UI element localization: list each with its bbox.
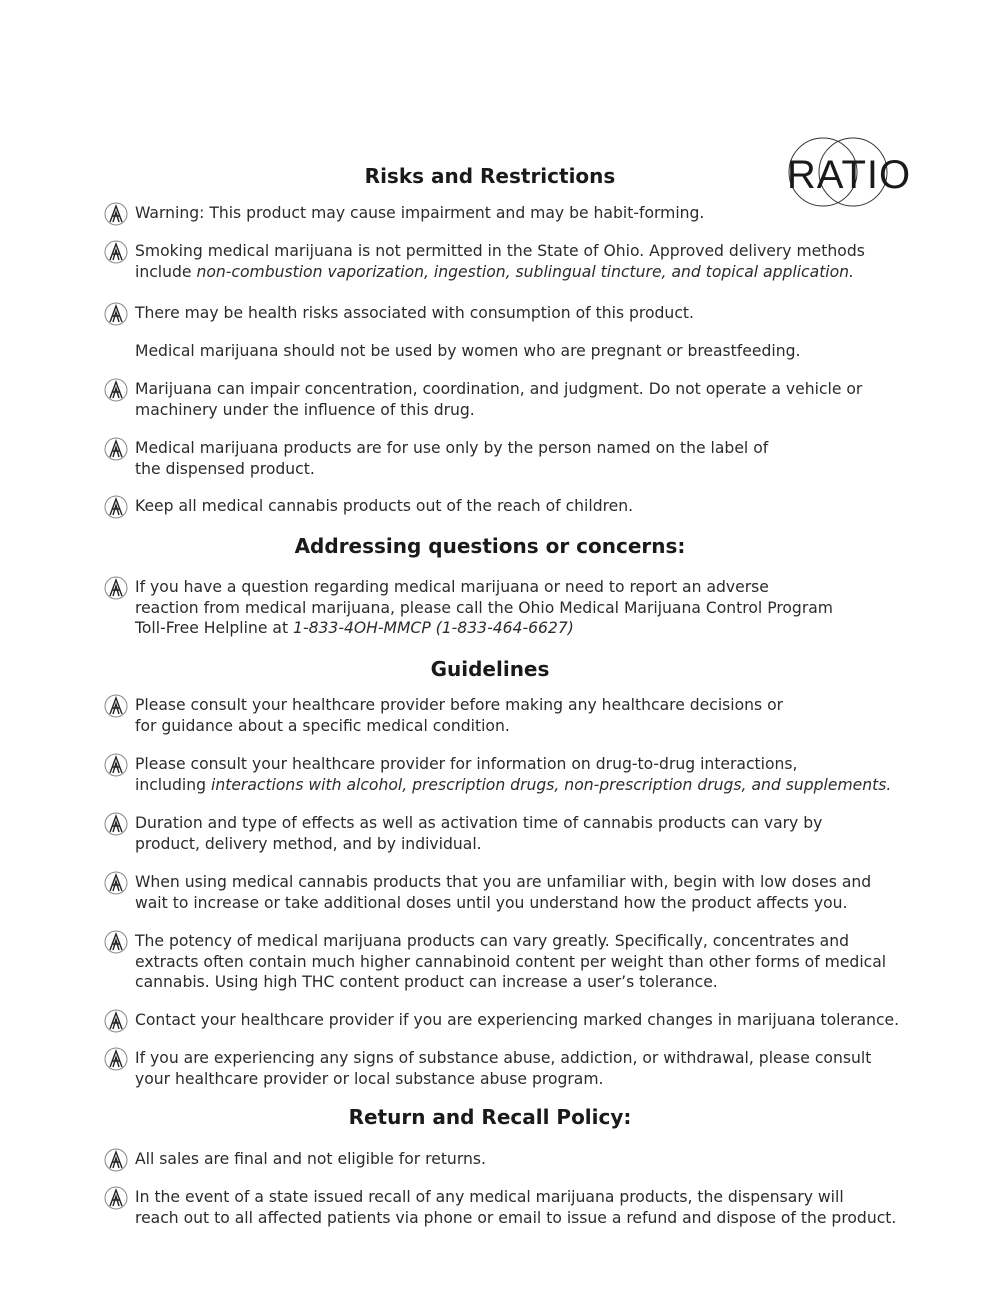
ratio-bullet-icon (103, 436, 129, 462)
list-item (103, 379, 903, 420)
ratio-bullet-icon (103, 811, 129, 837)
list-item (103, 695, 903, 736)
list-item (103, 1149, 903, 1170)
list-item (103, 203, 903, 224)
ratio-bullet-icon (103, 301, 129, 327)
list-item (103, 754, 903, 795)
list-item (103, 438, 903, 479)
ratio-bullet-icon (103, 752, 129, 778)
list-item (103, 341, 903, 362)
list-item (103, 577, 903, 639)
item-text: Warning: This product may cause impairment and may be habit-forming. (135, 204, 705, 222)
ratio-bullet-icon (103, 201, 129, 227)
item-text: Please consult your healthcare provider for information on drug-to-drug interactions, including interactions with alcohol, prescription drugs, non-prescription drugs, and supplements. (135, 755, 892, 794)
item-text: When using medical cannabis products that you are unfamiliar with, begin with low doses and wait to increase or take additional doses until you understand how the product affects you. (135, 873, 872, 912)
ratio-bullet-icon (103, 1008, 129, 1034)
item-text: The potency of medical marijuana products can vary greatly. Specifically, concentrates and extracts often contain much higher cannabinoid content per weight than other forms of medical cannabis. Using high THC content product can increase a user’s tolerance. (135, 932, 887, 991)
item-text: Medical marijuana should not be used by women who are pregnant or breastfeeding. (135, 342, 801, 360)
ratio-bullet-icon (103, 929, 129, 955)
item-text: Marijuana can impair concentration, coordination, and judgment. Do not operate a vehicle or machinery under the influence of this drug. (135, 380, 863, 419)
item-text: There may be health risks associated with consumption of this product. (135, 304, 694, 322)
svg-text:RATIO: RATIO (786, 153, 912, 197)
ratio-bullet-icon (103, 494, 129, 520)
item-text: Medical marijuana products are for use only by the person named on the label of the dispensed product. (135, 439, 769, 478)
item-text: Contact your healthcare provider if you are experiencing marked changes in marijuana tolerance. (135, 1011, 900, 1029)
list-item (103, 496, 903, 517)
section-heading-guidelines: Guidelines (430, 657, 550, 681)
item-text: Smoking medical marijuana is not permitted in the State of Ohio. Approved delivery methods include non-combustion vaporization, ingestion, sublingual tincture, and topical application. (135, 242, 865, 281)
list-item (103, 1010, 903, 1031)
list-item (103, 931, 903, 993)
ratio-bullet-icon (103, 870, 129, 896)
item-text: Please consult your healthcare provider before making any healthcare decisions or for guidance about a specific medical condition. (135, 696, 784, 735)
item-text: In the event of a state issued recall of any medical marijuana products, the dispensary will reach out to all affected patients via phone or email to issue a refund and dispose of the product. (135, 1188, 897, 1227)
list-item (103, 872, 903, 913)
section-heading-risks: Risks and Restrictions (364, 164, 616, 188)
item-text: All sales are final and not eligible for returns. (135, 1150, 486, 1168)
ratio-bullet-icon (103, 1185, 129, 1211)
list-item (103, 813, 903, 854)
list-item (103, 241, 903, 282)
ratio-bullet-icon (103, 1147, 129, 1173)
item-text: Duration and type of effects as well as activation time of cannabis products can vary by product, delivery method, and by individual. (135, 814, 823, 853)
section-heading-return-policy: Return and Recall Policy: (348, 1105, 632, 1129)
ratio-bullet-icon (103, 377, 129, 403)
list-item (103, 1048, 903, 1089)
ratio-bullet-icon (103, 239, 129, 265)
list-item (103, 1187, 903, 1228)
ratio-bullet-icon (103, 1046, 129, 1072)
ratio-bullet-icon (103, 575, 129, 601)
item-text: Keep all medical cannabis products out of the reach of children. (135, 497, 634, 515)
ratio-bullet-icon (103, 693, 129, 719)
item-text: If you are experiencing any signs of substance abuse, addiction, or withdrawal, please consult your healthcare provider or local substance abuse program. (135, 1049, 872, 1088)
item-text: If you have a question regarding medical marijuana or need to report an adverse reaction from medical marijuana, please call the Ohio Medical Marijuana Control Program Toll-Free Helpline at 1-833-4OH-MMCP (1-833-464-6627) (135, 578, 833, 637)
section-heading-questions: Addressing questions or concerns: (294, 534, 686, 558)
list-item (103, 303, 903, 324)
